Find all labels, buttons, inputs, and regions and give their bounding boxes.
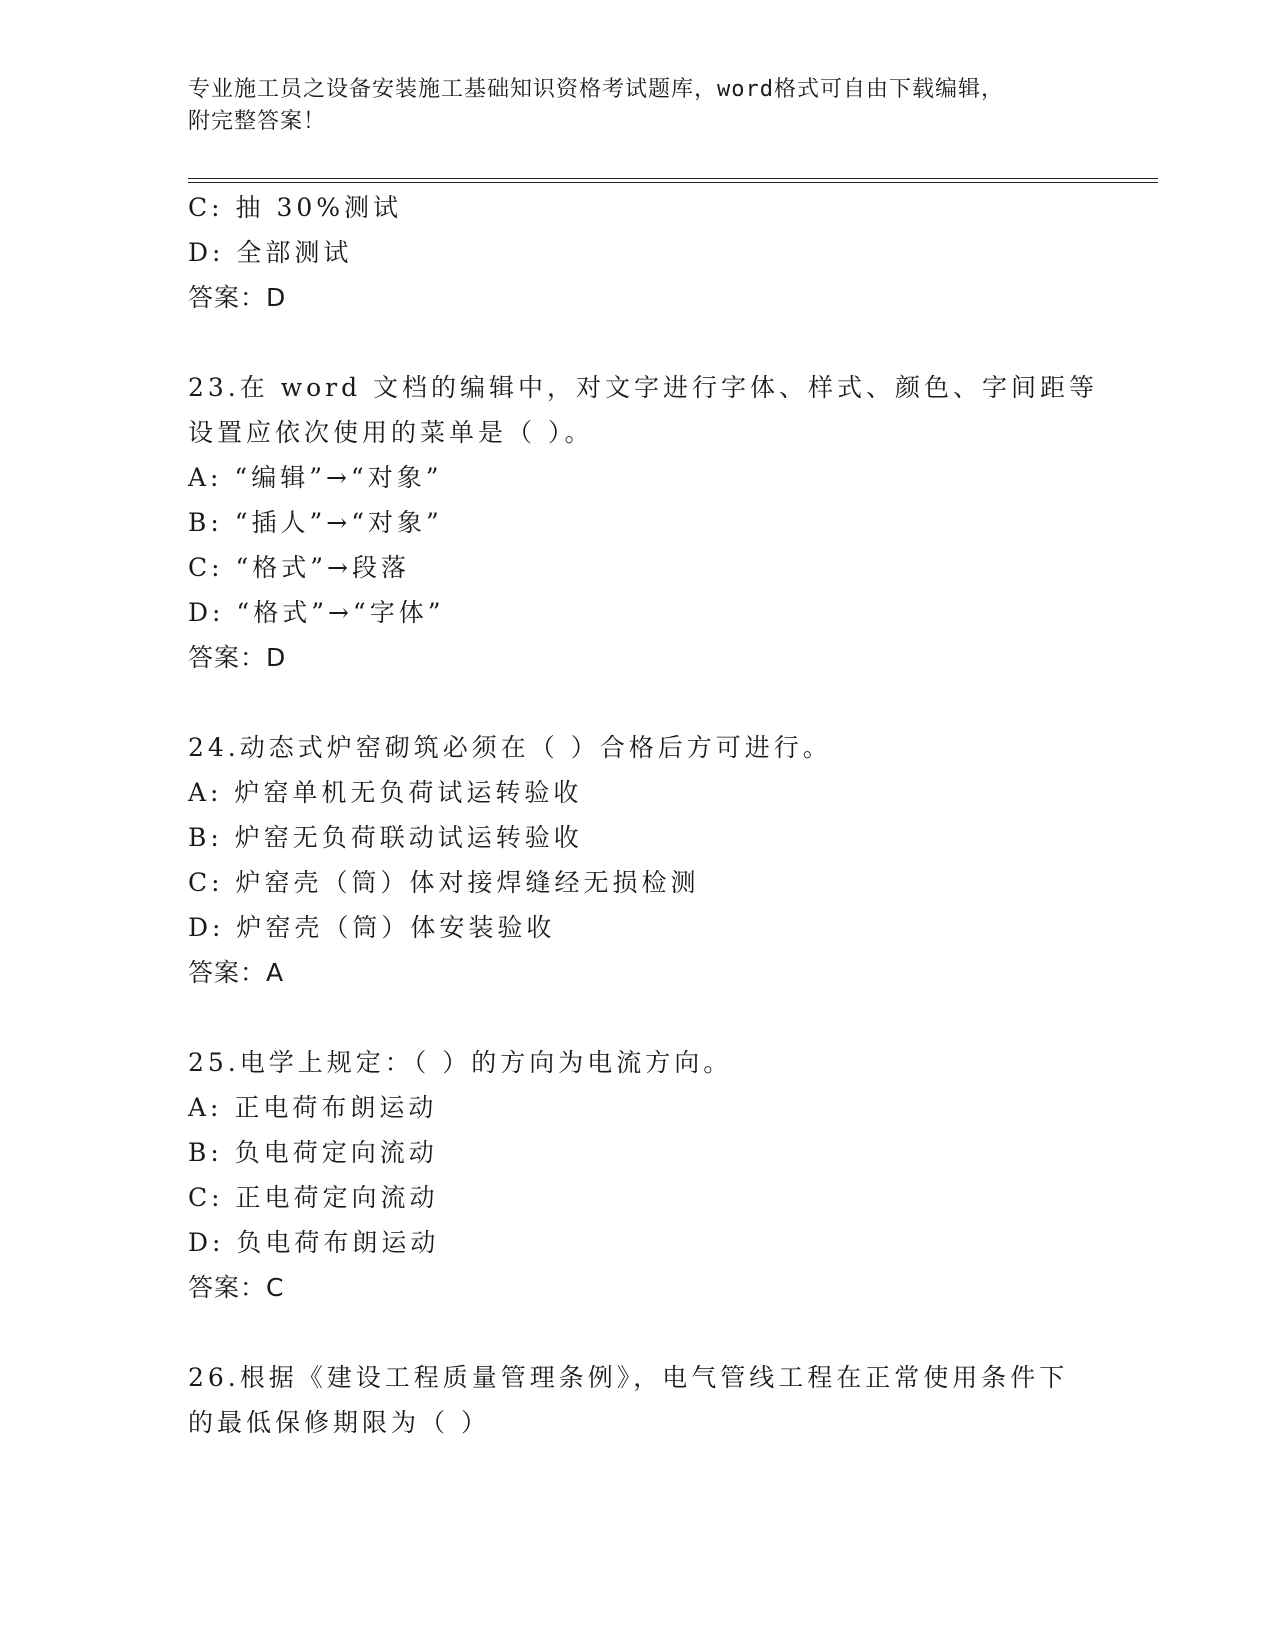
- option-line: B: “插人”→“对象”: [188, 508, 443, 537]
- header-divider-top: [188, 178, 1158, 179]
- question-line: 26.根据《建设工程质量管理条例》，电气管线工程在正常使用条件下: [188, 1363, 1069, 1392]
- question-line: 23.在 word 文档的编辑中，对文字进行字体、样式、颜色、字间距等: [188, 373, 1099, 402]
- option-line: B: 炉窑无负荷联动试运转验收: [188, 823, 583, 852]
- option-line: C: 正电荷定向流动: [188, 1183, 439, 1212]
- answer-line: 答案：A: [188, 958, 285, 987]
- answer-line: 答案：D: [188, 643, 287, 672]
- answer-line: 答案：C: [188, 1273, 285, 1302]
- option-line: D: 负电荷布朗运动: [188, 1228, 440, 1257]
- answer-line: 答案：D: [188, 283, 287, 312]
- option-line: C: “格式”→段落: [188, 553, 411, 582]
- header-line-1: 专业施工员之设备安装施工基础知识资格考试题库，word格式可自由下载编辑，: [188, 77, 1004, 102]
- question-line: 设置应依次使用的菜单是（ ）。: [188, 418, 594, 447]
- option-line: C: 抽 30%测试: [188, 193, 403, 222]
- option-line: B: 负电荷定向流动: [188, 1138, 438, 1167]
- question-line: 的最低保修期限为（ ）: [188, 1408, 490, 1437]
- question-line: 25.电学上规定：（ ）的方向为电流方向。: [188, 1048, 733, 1077]
- header-line-2: 附完整答案！: [188, 109, 327, 134]
- header-divider-bottom: [188, 182, 1158, 183]
- option-line: C: 炉窑壳（筒）体对接焊缝经无损检测: [188, 868, 700, 897]
- option-line: D: 全部测试: [188, 238, 353, 267]
- option-line: D: “格式”→“字体”: [188, 598, 445, 627]
- option-line: A: 正电荷布朗运动: [188, 1093, 438, 1122]
- option-line: D: 炉窑壳（筒）体安装验收: [188, 913, 556, 942]
- question-line: 24.动态式炉窑砌筑必须在（ ）合格后方可进行。: [188, 733, 832, 762]
- option-line: A: 炉窑单机无负荷试运转验收: [188, 778, 583, 807]
- option-line: A: “编辑”→“对象”: [188, 463, 443, 492]
- document-header: [188, 74, 1088, 138]
